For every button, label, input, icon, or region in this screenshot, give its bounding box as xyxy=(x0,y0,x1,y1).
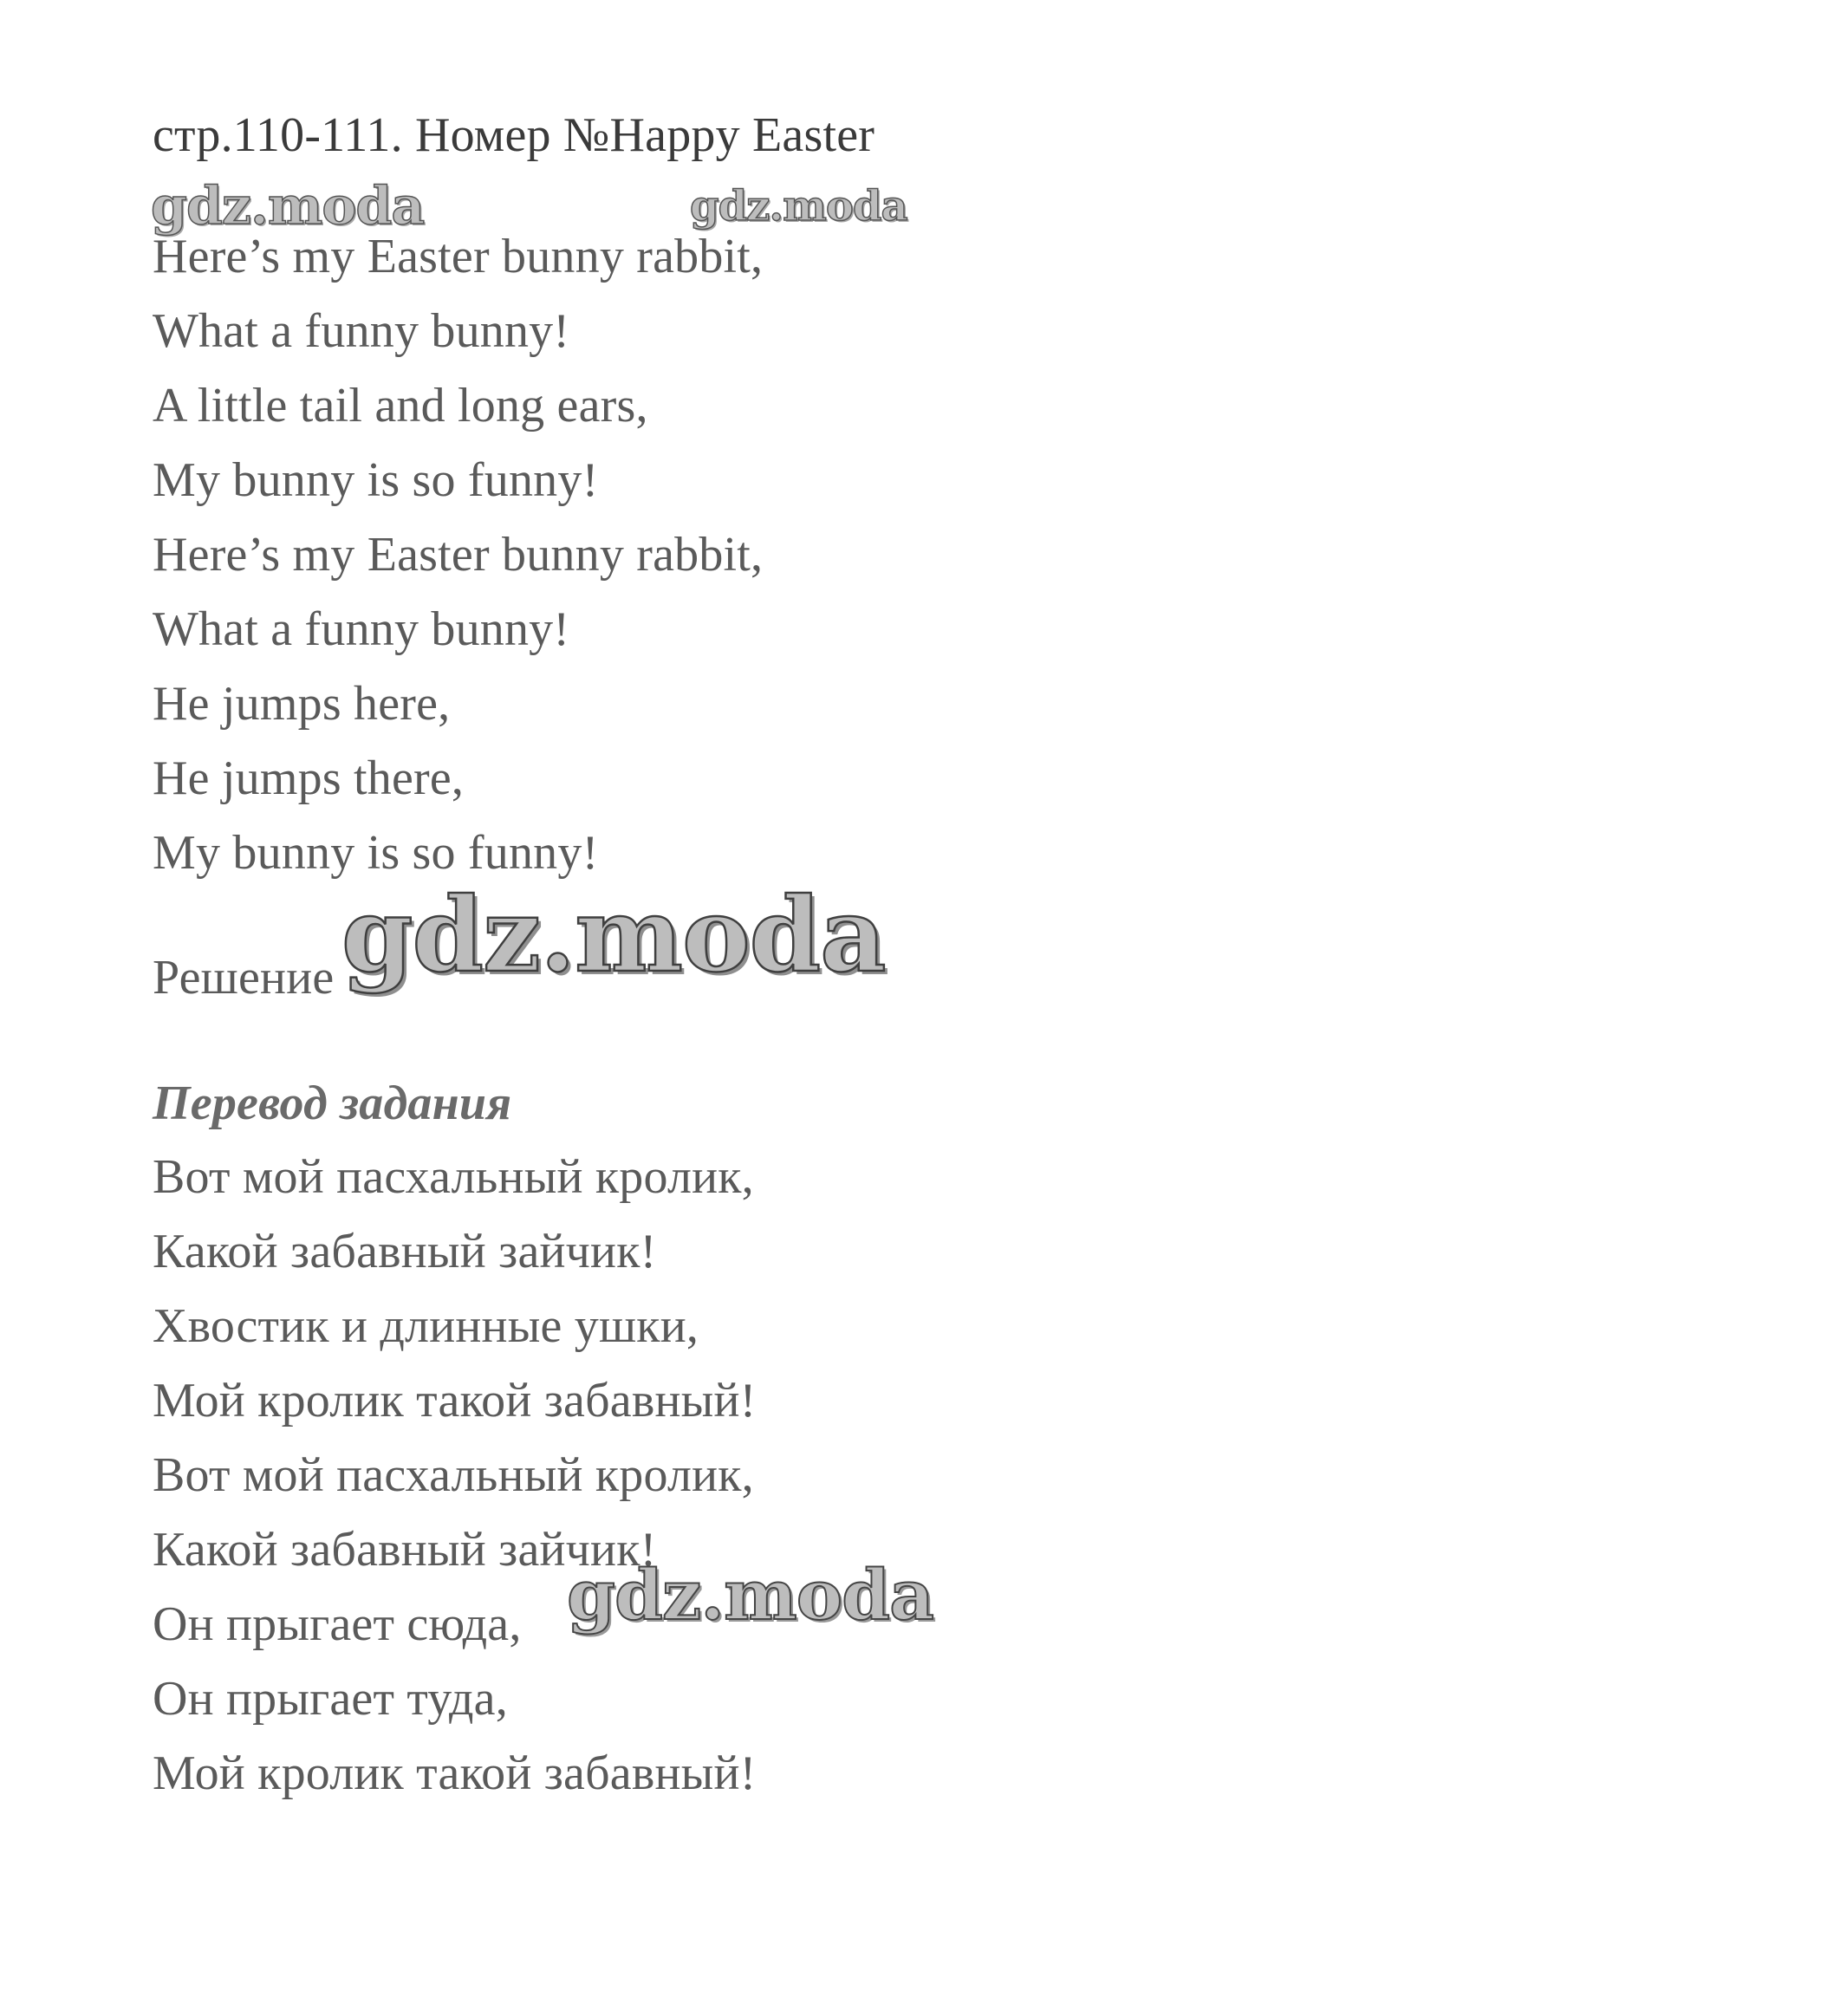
poem-line: He jumps there, xyxy=(153,751,465,805)
translation-heading: Перевод задания xyxy=(153,1076,512,1130)
watermark-logo-large: gdz.moda xyxy=(341,875,886,995)
watermark-logo-top-right: gdz.moda xyxy=(690,182,907,231)
poem-line: Here’s my Easter bunny rabbit, xyxy=(153,230,764,283)
poem-line: He jumps here, xyxy=(153,677,451,731)
poem-line: What a funny bunny! xyxy=(153,602,570,656)
page-title: стр.110-111. Номер №Happy Easter xyxy=(153,108,875,162)
poem-line: My bunny is so funny! xyxy=(153,453,599,507)
translation-line: Он прыгает туда, xyxy=(153,1672,508,1726)
translation-line: Он прыгает сюда, xyxy=(153,1597,522,1651)
translation-line: Мой кролик такой забавный! xyxy=(153,1746,757,1800)
solution-label: Решение xyxy=(153,951,335,1005)
translation-line: Какой забавный зайчик! xyxy=(153,1523,657,1577)
watermark-logo-top-left: gdz.moda xyxy=(151,176,425,237)
poem-line: A little tail and long ears, xyxy=(153,379,648,432)
translation-line: Какой забавный зайчик! xyxy=(153,1225,657,1278)
watermark-logo-bottom: gdz.moda xyxy=(567,1554,933,1636)
translation-line: Вот мой пасхальный кролик, xyxy=(153,1150,754,1204)
translation-line: Мой кролик такой забавный! xyxy=(153,1374,757,1427)
poem-line: What a funny bunny! xyxy=(153,304,570,358)
translation-line: Вот мой пасхальный кролик, xyxy=(153,1448,754,1502)
translation-line: Хвостик и длинные ушки, xyxy=(153,1299,699,1353)
poem-line: My bunny is so funny! xyxy=(153,826,599,880)
poem-line: Here’s my Easter bunny rabbit, xyxy=(153,528,764,582)
